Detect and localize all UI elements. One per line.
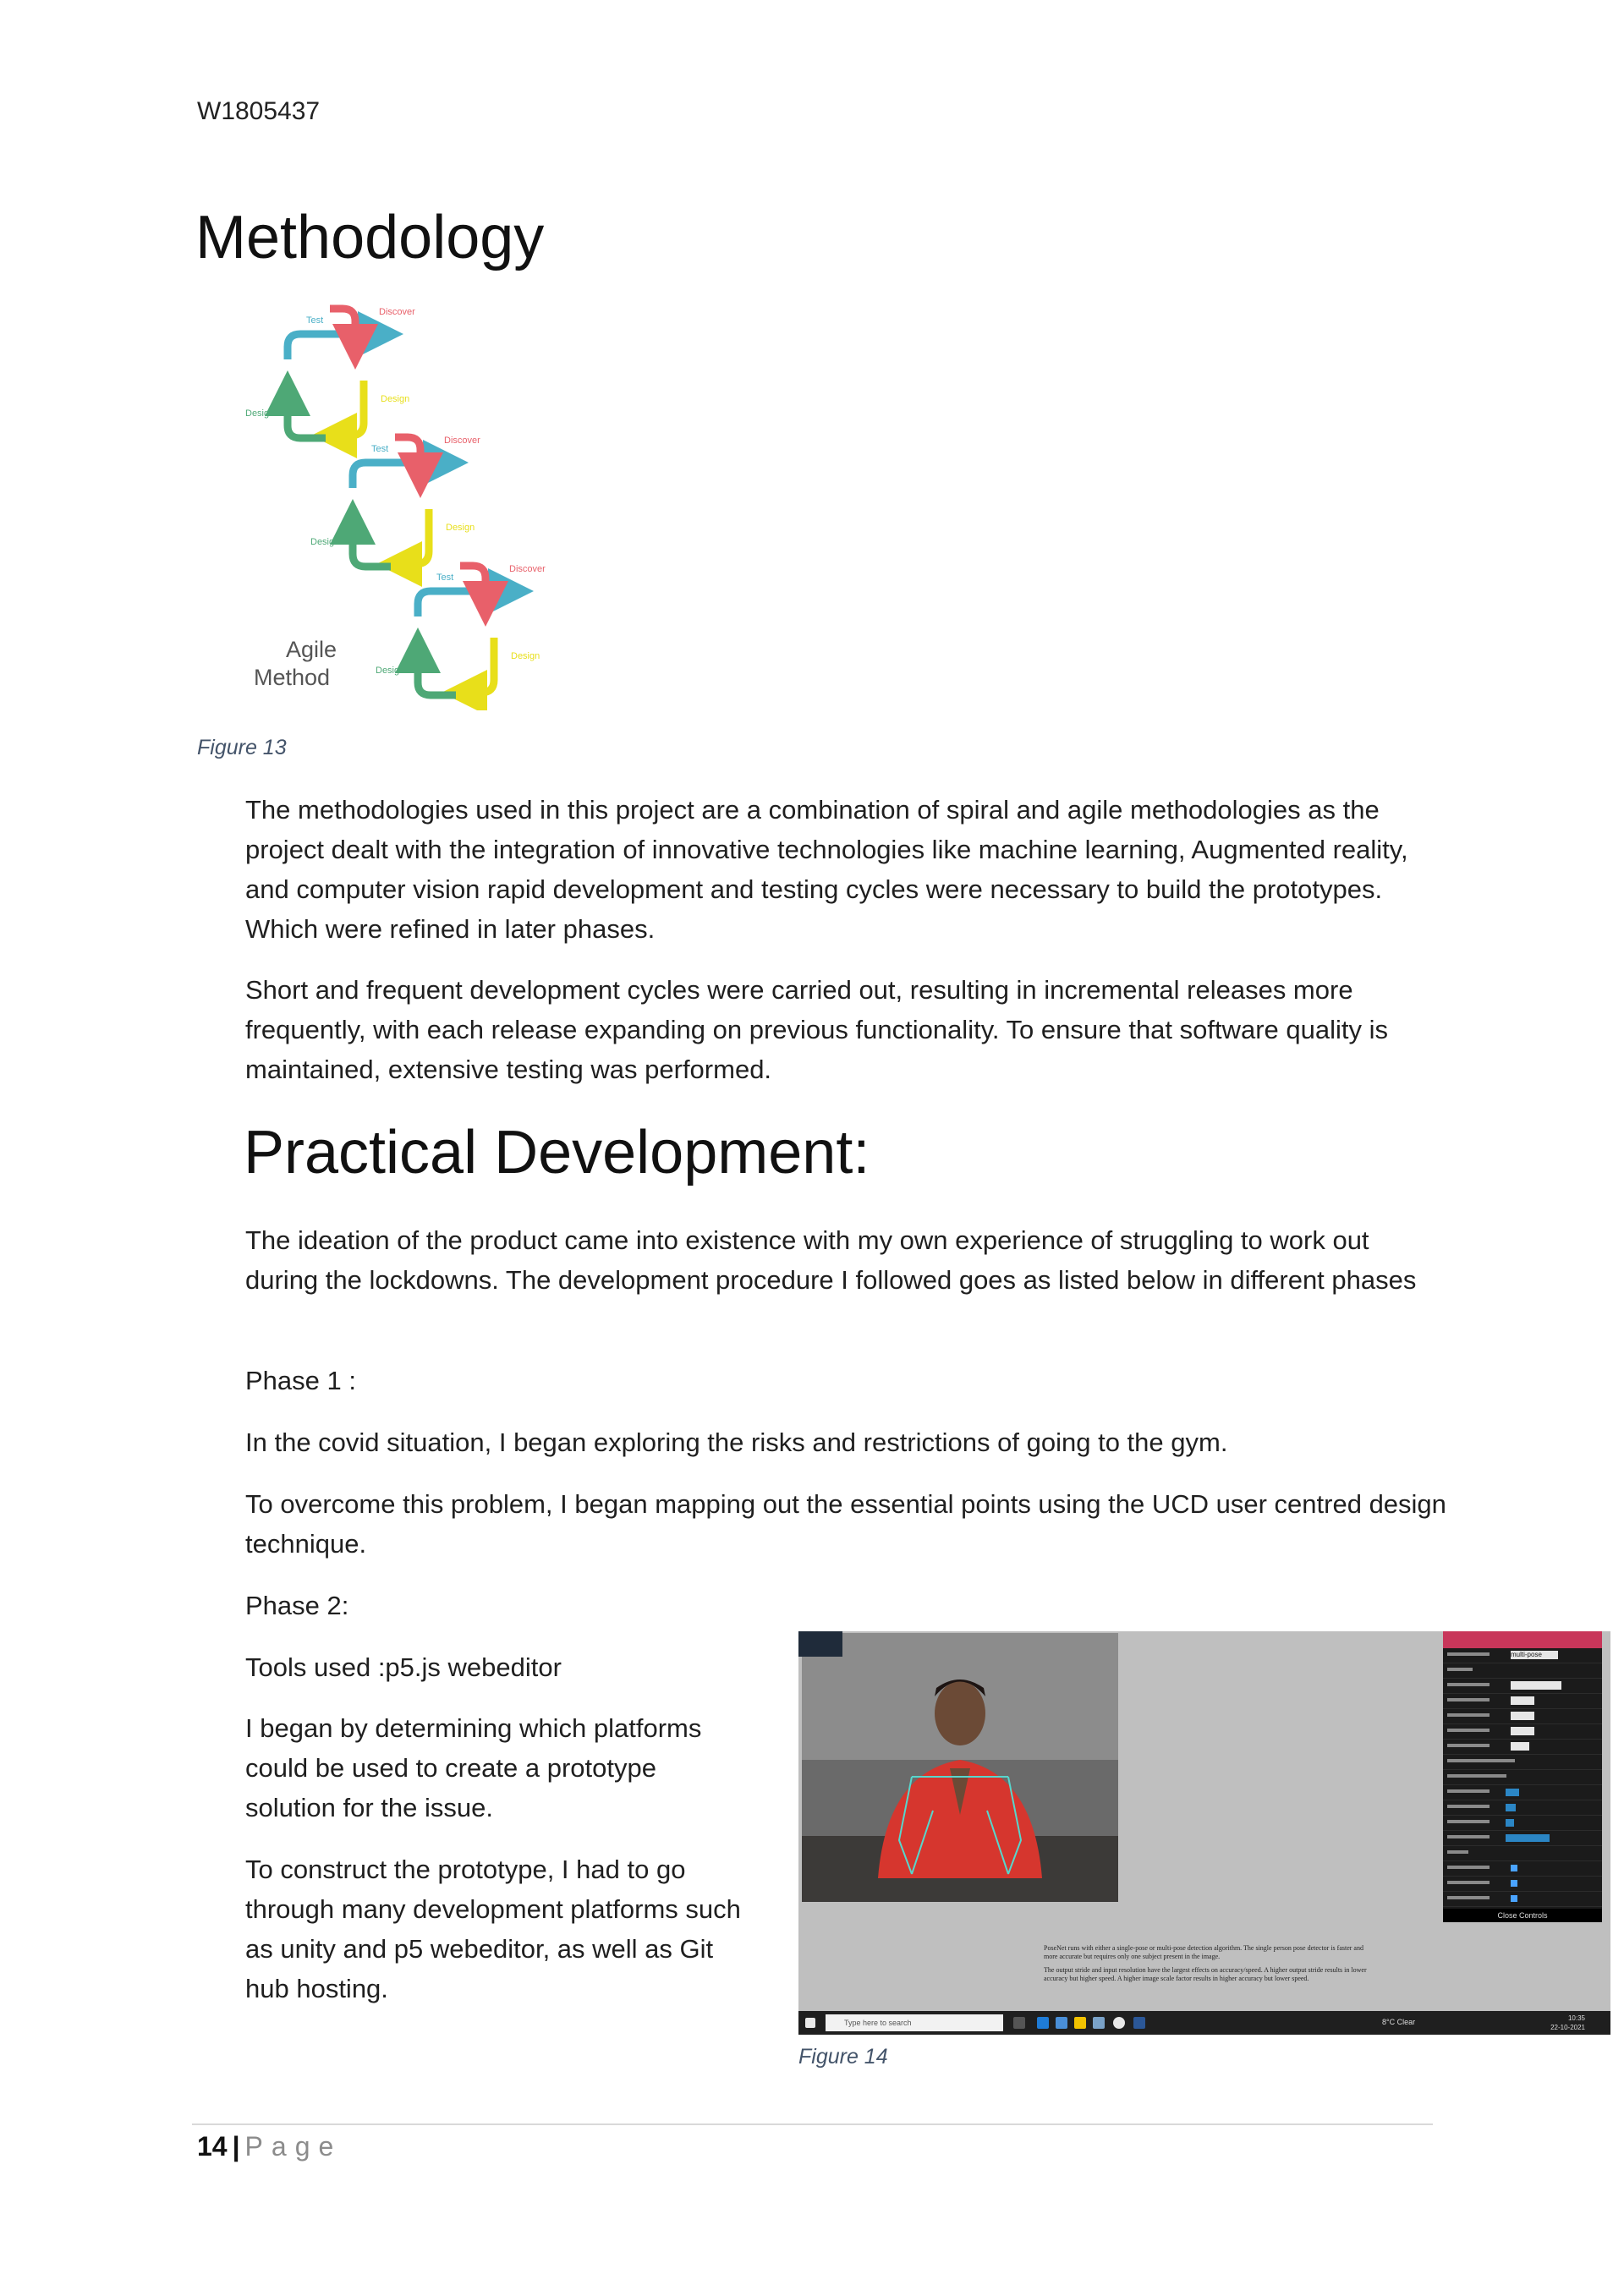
panel-row <box>1443 1679 1602 1694</box>
method-label: Method <box>254 665 331 690</box>
footer-separator: | <box>232 2131 240 2162</box>
label-discover: Discover <box>509 564 546 574</box>
algorithm-select[interactable]: multi-pose <box>1511 1651 1558 1659</box>
posenet-description <box>1044 1944 1374 1983</box>
cycle-2 <box>310 436 480 567</box>
editor-topbar <box>798 1631 842 1657</box>
label-design: Design <box>381 394 410 404</box>
page-footer <box>197 2131 342 2162</box>
phase1-paragraph-2: To overcome this problem, I began mapping out the essential points using the UCD user centred design technique. <box>245 1489 1446 1559</box>
panel-row <box>1443 1831 1602 1846</box>
phase2-paragraph-2: To construct the prototype, I had to go through many development platforms such as unity and p5 webeditor, as well as Git hub hosting. <box>245 1855 741 2003</box>
panel-row <box>1443 1694 1602 1709</box>
label-discover: Discover <box>444 436 480 446</box>
weather-status: 8°C Clear <box>1382 2018 1416 2026</box>
methodology-paragraph-2: Short and frequent development cycles were carried out, resulting in incremental releases more frequently, with each release expanding on previous functionality. To ensure that software quality is maintained, extensive testing was performed. <box>245 975 1389 1084</box>
label-discover: Discover <box>379 307 415 317</box>
panel-row <box>1443 1785 1602 1800</box>
practical-intro: The ideation of the product came into existence with my own experience of struggling to work out during the lockdowns. The development procedure I followed goes as listed below in different phases <box>245 1225 1417 1295</box>
label-design: Design <box>245 408 275 419</box>
taskbar-clock <box>1550 2014 1585 2032</box>
label-test: Test <box>371 444 389 454</box>
label-test: Test <box>436 573 454 583</box>
practical-development-heading: Practical Development: <box>244 1119 870 1186</box>
page-number: 14 <box>197 2131 228 2162</box>
phase1-paragraph-1: In the covid situation, I began exploring the risks and restrictions of going to the gym. <box>245 1427 1228 1457</box>
windows-start-icon[interactable] <box>805 2018 815 2028</box>
document-id: W1805437 <box>197 97 321 125</box>
close-controls-button[interactable]: Close Controls <box>1443 1909 1602 1922</box>
methodology-heading: Methodology <box>195 204 545 271</box>
label-design: Design <box>511 651 540 661</box>
panel-row <box>1443 1861 1602 1877</box>
agile-method-diagram <box>237 296 567 710</box>
taskbar-search-input[interactable]: Type here to search <box>826 2014 1003 2031</box>
footer-divider <box>192 2123 1433 2125</box>
posenet-screenshot <box>798 1631 1610 2035</box>
tools-used: Tools used :p5.js webeditor <box>245 1652 562 1682</box>
panel-row <box>1443 1709 1602 1724</box>
methodology-paragraph-1: The methodologies used in this project are a combination of spiral and agile methodologies as the project dealt with the integration of innovative technologies like machine learning, Augmented reality, and computer vision rapid development and testing cycles were necessary to build the prototypes. Which were refined in later phases. <box>245 795 1408 944</box>
panel-row <box>1443 1892 1602 1907</box>
figure-13-caption: Figure 13 <box>197 736 287 759</box>
cycle-1 <box>245 307 415 438</box>
posenet-text-1: PoseNet runs with either a single-pose or multi-pose detection algorithm. The single person pose detector is faster and more accurate but requires only one subject present in the image. <box>1044 1944 1363 1960</box>
panel-row <box>1443 1663 1602 1679</box>
task-view-icon[interactable] <box>1013 2017 1025 2029</box>
label-design: Design <box>446 523 475 533</box>
phase1-label: Phase 1 : <box>245 1366 356 1395</box>
figure-14-caption: Figure 14 <box>798 2045 888 2069</box>
panel-header-bar <box>1443 1631 1602 1648</box>
folder-icon[interactable] <box>1074 2017 1086 2029</box>
panel-row <box>1443 1724 1602 1740</box>
page-word: Page <box>244 2131 343 2162</box>
panel-row <box>1443 1770 1602 1785</box>
clock-date: 22-10-2021 <box>1550 2024 1585 2031</box>
panel-row <box>1443 1800 1602 1816</box>
panel-row <box>1443 1740 1602 1755</box>
windows-taskbar <box>798 2011 1610 2035</box>
panel-row <box>1443 1755 1602 1770</box>
agile-label: Agile <box>286 637 337 662</box>
panel-row <box>1443 1816 1602 1831</box>
label-design: Design <box>376 666 405 676</box>
edge-icon[interactable] <box>1037 2017 1049 2029</box>
panel-row <box>1443 1846 1602 1861</box>
phase2-paragraph-1: I began by determining which platforms could be used to create a prototype solution for the issue. <box>245 1713 702 1822</box>
panel-row <box>1443 1648 1602 1663</box>
label-test: Test <box>306 315 324 326</box>
panel-row <box>1443 1877 1602 1892</box>
pose-person-image <box>802 1633 1118 1902</box>
phase2-label: Phase 2: <box>245 1591 349 1620</box>
webcam-view <box>802 1633 1118 1902</box>
controls-panel <box>1443 1631 1602 1922</box>
cycle-3 <box>376 564 546 695</box>
label-design: Design <box>310 537 340 547</box>
app-icon[interactable] <box>1093 2017 1105 2029</box>
app-icon[interactable] <box>1133 2017 1145 2029</box>
posenet-text-2: The output stride and input resolution have the largest effects on accuracy/speed. A higher output stride results in lower accuracy but higher speed. A higher image scale factor results in higher accuracy but lower speed. <box>1044 1966 1367 1982</box>
store-icon[interactable] <box>1056 2017 1067 2029</box>
chrome-icon[interactable] <box>1113 2017 1125 2029</box>
clock-time: 10:35 <box>1567 2014 1585 2022</box>
